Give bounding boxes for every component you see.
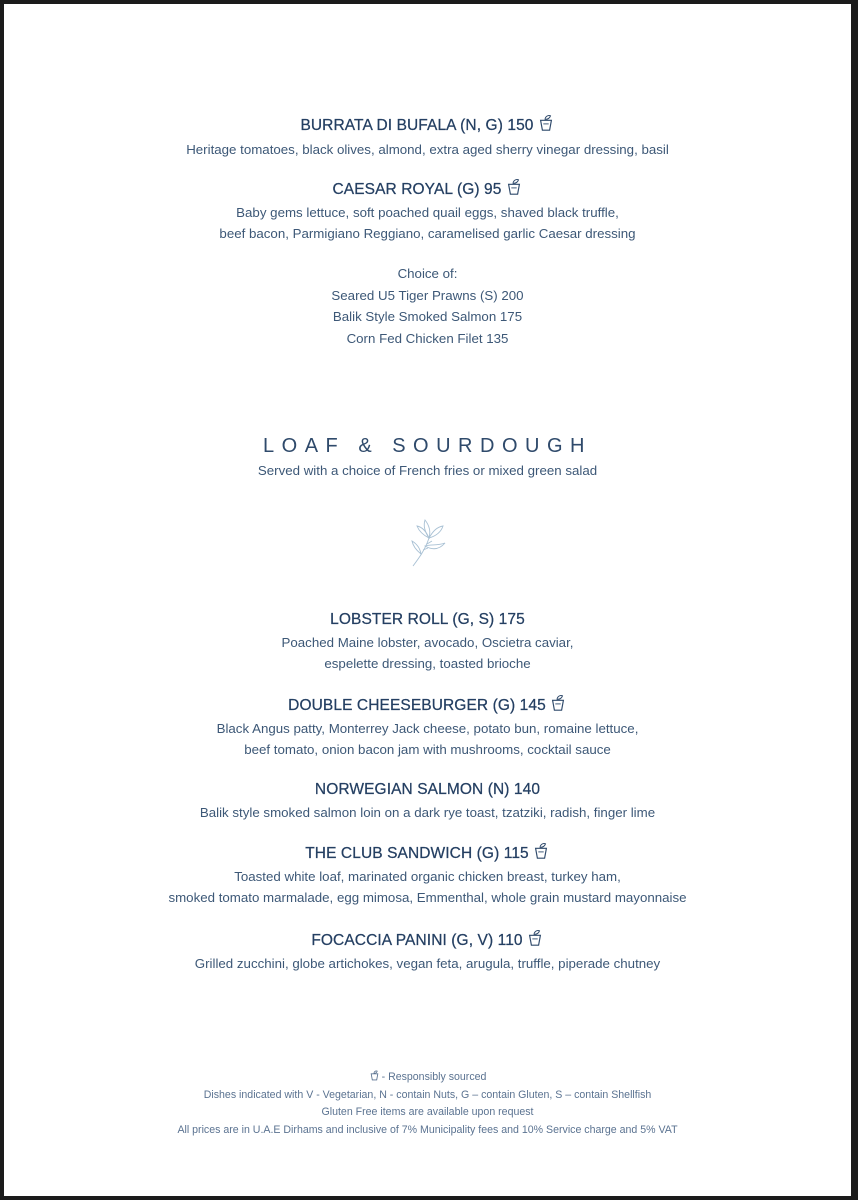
menu-item-lobster-roll <box>4 611 851 674</box>
menu-item-norwegian-salmon <box>4 781 851 823</box>
menu-item-caesar <box>4 178 851 244</box>
menu-item-burrata <box>4 114 851 160</box>
sustainable-cup-icon <box>532 842 550 860</box>
dish-title: LOBSTER ROLL (G, S) 175 <box>330 611 525 628</box>
menu-item-focaccia-panini <box>4 929 851 974</box>
dish-description: Black Angus patty, Monterrey Jack cheese, potato bun, romaine lettuce, <box>216 721 639 736</box>
dish-title: CAESAR ROYAL (G) 95 <box>332 181 502 198</box>
sustainable-cup-icon <box>549 694 567 712</box>
flower-ornament-icon <box>405 516 451 570</box>
dish-description: Poached Maine lobster, avocado, Oscietra caviar, <box>281 635 574 650</box>
choice-item: Seared U5 Tiger Prawns (S) 200 <box>331 287 524 303</box>
dish-title: DOUBLE CHEESEBURGER (G) 145 <box>288 697 546 714</box>
dish-description: Balik style smoked salmon loin on a dark rye toast, tzatziki, radish, finger lime <box>199 805 656 820</box>
dish-description: Heritage tomatoes, black olives, almond, extra aged sherry vinegar dressing, basil <box>186 142 669 157</box>
choice-list <box>4 263 851 349</box>
menu-page <box>4 4 851 1196</box>
section-subtitle: Served with a choice of French fries or mixed green salad <box>257 463 598 478</box>
menu-item-cheeseburger <box>4 694 851 760</box>
footer-line: Dishes indicated with V - Vegetarian, N - contain Nuts, G – contain Gluten, S – contain Shellfish <box>203 1088 652 1101</box>
section-title: LOAF & SOURDOUGH <box>263 435 592 457</box>
footer-notes <box>4 1069 851 1139</box>
footer-line: Gluten Free items are available upon request <box>321 1106 534 1118</box>
dish-title: FOCACCIA PANINI (G, V) 110 <box>311 932 523 949</box>
dish-title: BURRATA DI BUFALA (N, G) 150 <box>300 117 534 134</box>
sustainable-cup-icon <box>505 178 523 196</box>
dish-description: beef tomato, onion bacon jam with mushrooms, cocktail sauce <box>244 742 611 757</box>
sustainable-cup-icon <box>537 114 555 132</box>
sustainable-cup-icon <box>526 929 544 947</box>
dish-description: Grilled zucchini, globe artichokes, vegan feta, arugula, truffle, piperade chutney <box>194 956 661 971</box>
choice-item: Balik Style Smoked Salmon 175 <box>332 309 523 324</box>
footer-line: All prices are in U.A.E Dirhams and inclusive of 7% Municipality fees and 10% Service charge and 5% VAT <box>177 1123 678 1136</box>
dish-title: THE CLUB SANDWICH (G) 115 <box>305 845 529 862</box>
dish-description: smoked tomato marmalade, egg mimosa, Emmenthal, whole grain mustard mayonnaise <box>168 890 687 905</box>
ornament <box>4 516 851 575</box>
choice-item: Corn Fed Chicken Filet 135 <box>346 330 509 346</box>
dish-description: beef bacon, Parmigiano Reggiano, caramelised garlic Caesar dressing <box>219 226 636 241</box>
dish-description: espelette dressing, toasted brioche <box>324 656 531 671</box>
choice-heading: Choice of: <box>397 266 458 281</box>
footer-legend: - Responsibly sourced <box>381 1071 487 1083</box>
section-header <box>4 435 851 478</box>
dish-description: Baby gems lettuce, soft poached quail eggs, shaved black truffle, <box>236 205 619 220</box>
sustainable-cup-icon <box>369 1070 380 1081</box>
menu-item-club-sandwich <box>4 842 851 908</box>
dish-description: Toasted white loaf, marinated organic chicken breast, turkey ham, <box>234 869 621 884</box>
dish-title: NORWEGIAN SALMON (N) 140 <box>314 781 541 798</box>
